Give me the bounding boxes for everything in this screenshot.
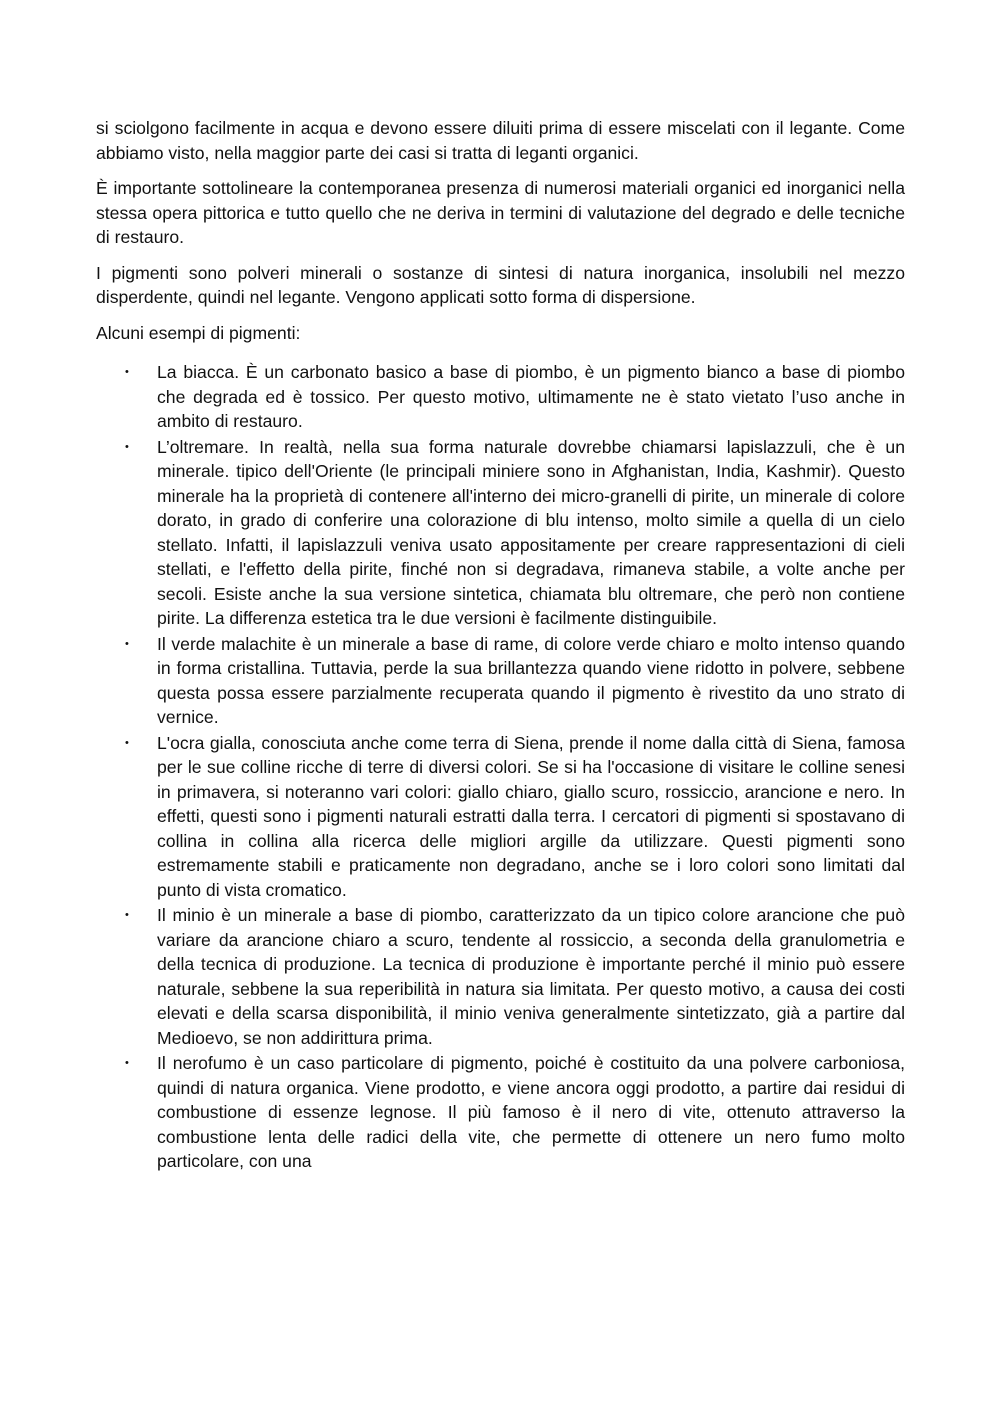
bullet-icon: • <box>125 1057 129 1069</box>
list-item-ocra-gialla <box>96 731 905 903</box>
list-item-biacca <box>96 360 905 434</box>
bullet-icon: • <box>125 736 129 749</box>
list-item-oltremare <box>96 435 905 631</box>
list-item-text: Il nerofumo è un caso particolare di pigmento, poiché è costituito da una polvere carboniosa, quindi di natura organica. Viene prodotto, e viene ancora oggi prodotto, a partire dai residui di combustione di essenze legnose. Il più famoso è il nero di vite, ottenuto attraverso la combustione lenta delle radici della vite, che permette di ottenere un nero fumo molto particolare, con una <box>157 1053 905 1171</box>
bullet-icon: • <box>125 366 129 378</box>
list-item-text: Il verde malachite è un minerale a base di rame, di colore verde chiaro e molto intenso quando in forma cristallina. Tuttavia, perde la sua brillantezza quando viene ridotto in polvere, sebbene questa possa essere parzialmente recuperata quando il pigmento è rivestito da uno strato di vernice. <box>157 633 905 727</box>
list-item-nerofumo <box>96 1051 905 1174</box>
list-item-text: La biacca. È un carbonato basico a base di piombo, è un pigmento bianco a base di piombo che degrada ed è tossico. Per questo motivo, ultimamente ne è stato vietato l’uso anche in ambito di restauro. <box>157 362 905 431</box>
paragraph-examples-intro: Alcuni esempi di pigmenti: <box>96 322 301 343</box>
list-item-text: L’oltremare. In realtà, nella sua forma naturale dovrebbe chiamarsi lapislazzuli, che è un minerale. tipico dell'Oriente (le principali miniere sono in Afghanistan, India, Kashmir). Questo minerale ha la proprietà di contenere all'interno dei micro-granelli di pirite, un minerale di colore dorato, in grado di conferire una colorazione di blu intenso, molto simile a quella di un cielo stellato. Infatti, il lapislazzuli veniva usato appositamente per creare rappresentazioni di cieli stellati, e l'effetto della pirite, finché non si degradava, rimaneva stabile, a volte anche per secoli. Esiste anche la sua versione sintetica, chiamata blu oltremare, che però non contiene pirite. La differenza estetica tra le due versioni è facilmente distinguibile. <box>157 436 905 628</box>
document-page <box>96 116 905 1175</box>
list-item-minio <box>96 903 905 1050</box>
bullet-icon: • <box>125 637 129 650</box>
list-item-text: Il minio è un minerale a base di piombo, caratterizzato da un tipico colore arancione che può variare da arancione chiaro a scuro, tendente al rossiccio, a seconda della granulometria e della tecnica di produzione. La tecnica di produzione è importante perché il minio può essere naturale, sebbene la sua reperibilità in natura sia limitata. Per questo motivo, a causa dei costi elevati e della scarsa disponibilità, il minio veniva generalmente sintetizzato, già a partire dal Medioevo, se non addirittura prima. <box>157 905 905 1048</box>
paragraph-pigments-definition: I pigmenti sono polveri minerali o sostanze di sintesi di natura inorganica, insolubili nel mezzo disperdente, quindi nel legante. Vengono applicati sotto forma di dispersione. <box>96 262 905 307</box>
bullet-icon: • <box>125 909 129 921</box>
list-item-text: L'ocra gialla, conosciuta anche come terra di Siena, prende il nome dalla città di Siena, famosa per le sue colline ricche di terre di diversi colori. Se si ha l'occasione di visitare le colline senesi in primavera, si noteranno vari colori: giallo chiaro, giallo scuro, rossiccio, arancione e nero. In effetti, questi sono i pigmenti naturali estratti dalla terra. I cercatori di pigmenti si spostavano di collina in collina alla ricerca delle migliori argille da utilizzare. Questi pigmenti sono estremamente stabili e praticamente non degradano, anche se i loro colori sono limitati dal punto di vista cromatico. <box>157 732 905 900</box>
list-item-verde-malachite <box>96 632 905 730</box>
paragraph-solubility: si sciolgono facilmente in acqua e devono essere diluiti prima di essere miscelati con il legante. Come abbiamo visto, nella maggior parte dei casi si tratta di leganti organici. <box>96 118 905 163</box>
bullet-icon: • <box>125 440 129 453</box>
paragraph-materials: È importante sottolineare la contemporanea presenza di numerosi materiali organici ed inorganici nella stessa opera pittorica e tutto quello che ne deriva in termini di valutazione del degrado e delle tecniche di restauro. <box>96 178 905 247</box>
pigment-list <box>96 360 905 1174</box>
